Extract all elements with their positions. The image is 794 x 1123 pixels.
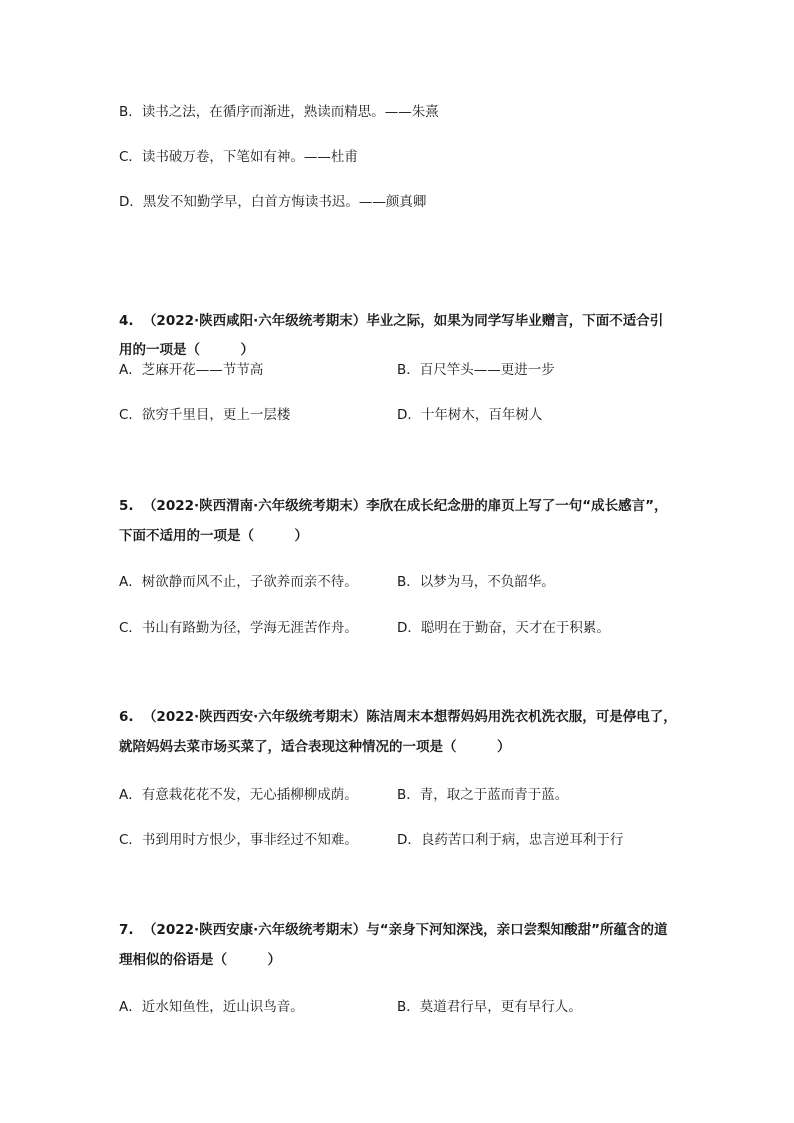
q4-stem-text1: （2022·陕西咸阳·六年级统考期末）毕业之际，如果为同学写毕业赠言，下面不适合引 <box>142 313 664 329</box>
q4-number: 4. <box>119 313 134 329</box>
q6-stem-line2: 就陪妈妈去菜市场买菜了，适合表现这种情况的一项是（ ） <box>119 739 511 755</box>
q6-stem-line1 <box>119 707 677 727</box>
q5-stem-text1: （2022·陕西渭南·六年级统考期末）李欣在成长纪念册的扉页上写了一句“成长感言”， <box>142 498 668 514</box>
q6-option-d: D．良药苦口利于病，忠言逆耳利于行 <box>397 832 624 848</box>
q4-stem-line2: 用的一项是（ ） <box>119 342 254 358</box>
q5-option-c: C．书山有路勤为径，学海无涯苦作舟。 <box>119 620 358 636</box>
q3-option-c: C．读书破万卷，下笔如有神。——杜甫 <box>119 149 358 165</box>
q6-number: 6. <box>119 709 134 725</box>
q5-stem-line1 <box>119 496 668 516</box>
q7-option-a: A．近水知鱼性，近山识鸟音。 <box>119 999 304 1015</box>
q6-stem-text1: （2022·陕西西安·六年级统考期末）陈洁周末本想帮妈妈用洗衣机洗衣服，可是停电了， <box>142 709 677 725</box>
q7-stem-line2: 理相似的俗语是（ ） <box>119 952 281 968</box>
q4-option-d: D．十年树木，百年树人 <box>397 407 543 423</box>
q5-stem-line2: 下面不适用的一项是（ ） <box>119 528 308 544</box>
q7-stem-line1 <box>119 920 668 940</box>
q5-number: 5. <box>119 498 134 514</box>
q4-option-c: C．欲穷千里目，更上一层楼 <box>119 407 291 423</box>
q6-option-c: C．书到用时方恨少，事非经过不知难。 <box>119 832 358 848</box>
q7-number: 7. <box>119 922 134 938</box>
q5-option-d: D．聪明在于勤奋，天才在于积累。 <box>397 620 610 636</box>
q7-stem-text1: （2022·陕西安康·六年级统考期末）与“亲身下河知深浅，亲口尝梨知酸甜”所蕴含的道 <box>142 922 668 938</box>
q4-option-a: A．芝麻开花——节节高 <box>119 362 264 378</box>
q5-option-a: A．树欲静而风不止，子欲养而亲不待。 <box>119 574 358 590</box>
q3-option-d: D．黑发不知勤学早，白首方悔读书迟。——颜真卿 <box>119 194 427 210</box>
q4-stem-line1 <box>119 311 663 331</box>
q4-option-b: B．百尺竿头——更进一步 <box>397 362 555 378</box>
q5-option-b: B．以梦为马，不负韶华。 <box>397 574 555 590</box>
q6-option-b: B．青，取之于蓝而青于蓝。 <box>397 787 569 803</box>
q3-option-b: B．读书之法，在循序而渐进，熟读而精思。——朱熹 <box>119 104 439 120</box>
q6-option-a: A．有意栽花花不发，无心插柳柳成荫。 <box>119 787 358 803</box>
q7-option-b: B．莫道君行早，更有早行人。 <box>397 999 582 1015</box>
